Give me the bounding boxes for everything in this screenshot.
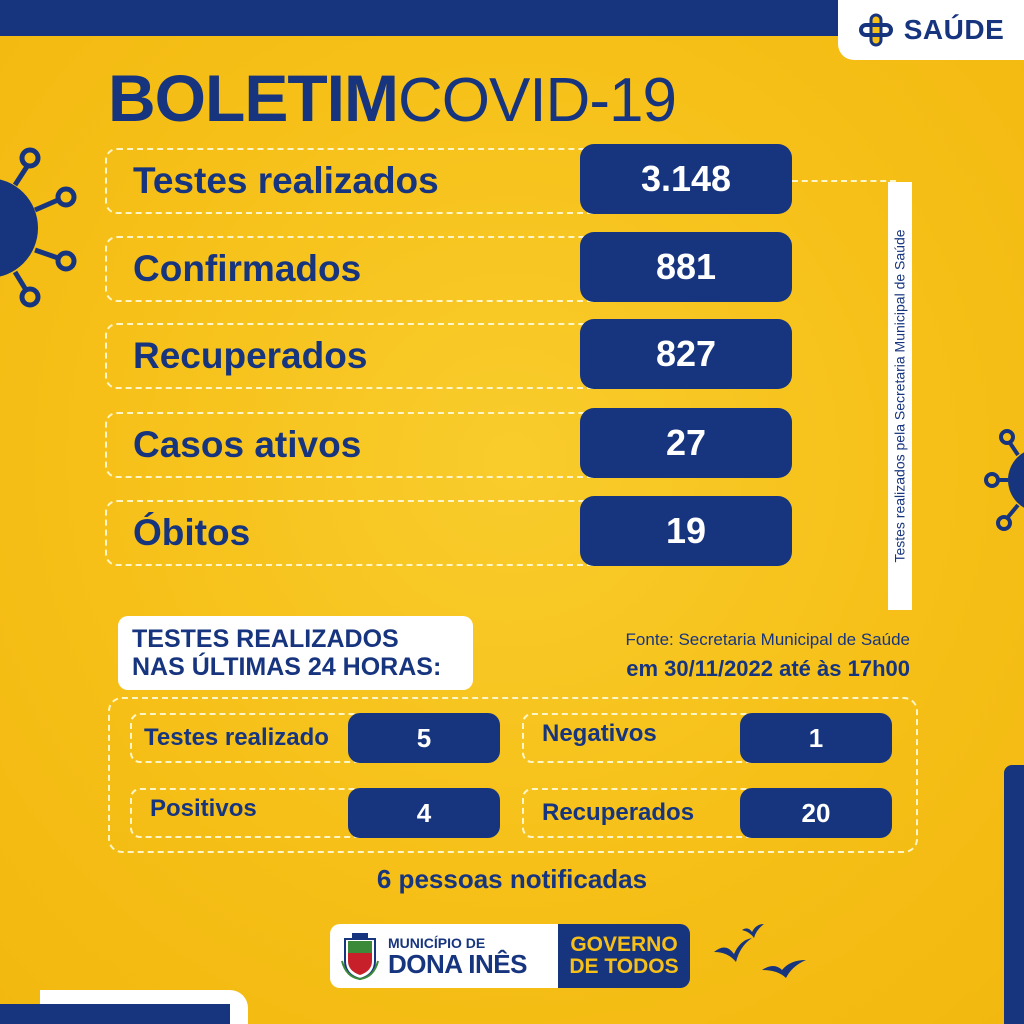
source-note [560,630,910,682]
stat-row-casos-ativos [105,412,795,478]
last24-title-line2: NAS ÚLTIMAS 24 HORAS: [132,653,442,681]
title-bold: BOLETIM [108,61,398,135]
last24-item-recuperados [522,788,894,838]
birds-icon [712,924,812,984]
side-note [888,182,912,610]
stat-value: 827 [580,319,792,389]
stat-value: 881 [580,232,792,302]
last24-value: 5 [348,713,500,763]
footer-logo [330,924,690,988]
last24-title-line1: TESTES REALIZADOS [132,625,399,653]
last24-value: 1 [740,713,892,763]
last24-item-negativos [522,713,894,763]
side-connector [792,180,896,182]
corner-stripe-right [1004,765,1024,1024]
municipio-logo [330,924,558,988]
stat-value: 19 [580,496,792,566]
saude-badge-text: SAÚDE [903,14,1005,45]
notified-count: 6 pessoas notificadas [376,864,648,894]
stat-label: Confirmados [133,248,362,289]
source-line1: Fonte: Secretaria Municipal de Saúde [625,630,910,649]
source-line2: em 30/11/2022 até às 17h00 [626,656,910,681]
health-cross-icon [858,12,894,48]
title-light: COVID-19 [397,66,676,135]
last24-item-testes [130,713,502,763]
last24-label: Recuperados [542,799,695,826]
last24-label: Positivos [150,795,257,822]
crest-icon [340,931,380,981]
last24-title [118,616,473,690]
last24-label: Negativos [542,720,657,747]
last24-label: Testes realizado [144,724,329,751]
virus-right-icon [980,425,1024,535]
stat-row-testes [105,148,795,214]
virus-left-icon [0,140,90,310]
last24-item-positivos [130,788,502,838]
gov-line1: GOVERNO [570,933,678,956]
stat-value: 3.148 [580,144,792,214]
stat-value: 27 [580,408,792,478]
stat-row-confirmados [105,236,795,302]
governo-logo [558,924,690,988]
last24-value: 4 [348,788,500,838]
stat-label: Casos ativos [133,424,362,465]
side-note-text: Testes realizados pela Secretaria Municipal de Saúde [892,229,908,563]
page-title [108,60,676,135]
top-bar [0,0,840,36]
corner-stripe-left [0,1004,230,1024]
stat-row-obitos [105,500,795,566]
municipio-name: DONA INÊS [388,949,527,979]
saude-badge [838,0,1024,60]
stat-row-recuperados [105,323,795,389]
last24-value: 20 [740,788,892,838]
stat-label: Óbitos [133,512,251,553]
municipio-label: MUNICÍPIO DE [388,935,486,951]
stat-label: Recuperados [133,335,368,376]
stat-label: Testes realizados [133,160,439,201]
gov-line2: DE TODOS [569,955,679,978]
